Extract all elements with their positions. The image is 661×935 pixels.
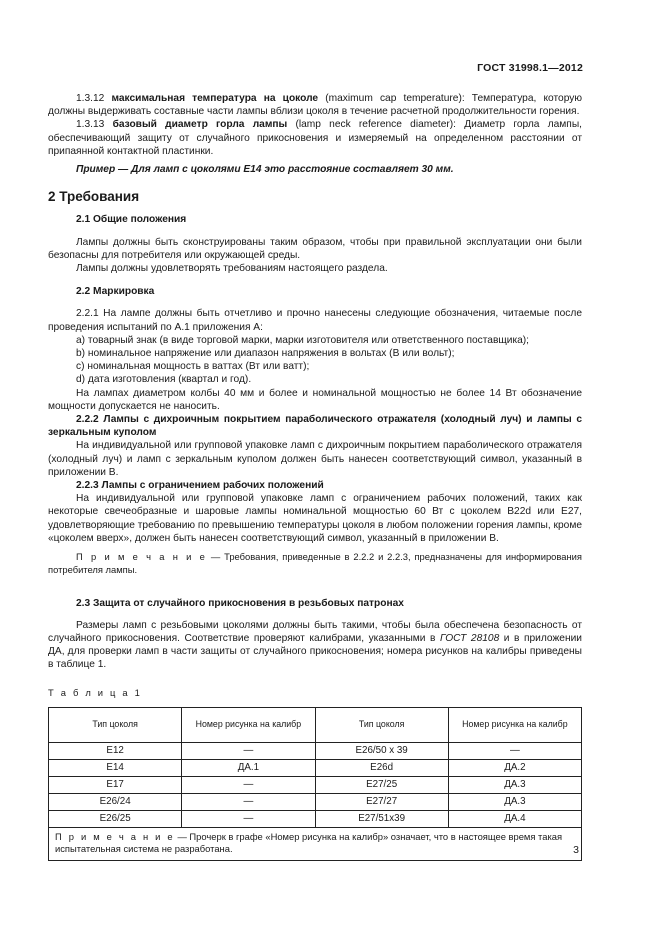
- note: П р и м е ч а н и е — Требования, приведенные в 2.2.2 и 2.2.3, предназначены для информирования потребителя лампы.: [48, 551, 582, 576]
- table-cell: ДА.4: [448, 810, 581, 827]
- table-cell: Е12: [49, 742, 182, 759]
- table-cell: —: [182, 742, 315, 759]
- list-item: b) номинальное напряжение или диапазон напряжения в вольтах (В или вольт);: [76, 348, 455, 360]
- table-cell: Е27/51x39: [315, 810, 448, 827]
- document-body: [48, 92, 582, 861]
- clause-2-2-1: 2.2.1 На лампе должны быть отчетливо и прочно нанесены следующие обозначения, читаемые после проведения испытаний по А.1 приложения А:: [48, 308, 582, 333]
- term-bold: базовый диаметр горла лампы: [112, 119, 288, 131]
- table-row: [49, 776, 582, 793]
- clause-2-2-2-title: 2.2.2 Лампы с дихроичным покрытием параболического отражателя (холодный луч) и лампы с зеркальным куполом: [48, 414, 582, 439]
- table-1: [48, 707, 582, 861]
- section-2-3-title: 2.3 Защита от случайного прикосновения в резьбовых патронах: [76, 597, 404, 609]
- paragraph: Лампы должны быть сконструированы таким образом, чтобы при правильной эксплуатации они были безопасны для потребителя или окружающей среды.: [48, 236, 582, 261]
- paragraph: На индивидуальной или групповой упаковке ламп с дихроичным покрытием параболического отражателя (холодный луч) и ламп с зеркальным куполом должен быть нанесен соответствующий символ, указанный в приложении В.: [48, 440, 582, 478]
- table-cell: Е27/25: [315, 776, 448, 793]
- clause-1-3-12: 1.3.12 максимальная температура на цоколе (maximum cap temperature): Температура, которую должны выдерживать составные части лампы вблизи цоколя в течение расчетной продолжительности горения.: [48, 93, 582, 118]
- paragraph: Размеры ламп с резьбовыми цоколями должны быть такими, чтобы была обеспечена безопасность от случайного прикосновения. Соответствие проверяют калибрами, указанными в ГОСТ 28108 и в приложении ДА, для проверки ламп в части защиты от случайного прикосновения; номера рисунков на калибры приведены в таблице 1.: [48, 619, 582, 671]
- table-row: [49, 810, 582, 827]
- table-row: [49, 793, 582, 810]
- table-cell: Е17: [49, 776, 182, 793]
- table-cell: —: [182, 810, 315, 827]
- term-bold: максимальная температура на цоколе: [111, 93, 319, 104]
- table-cell: ДА.2: [448, 759, 581, 776]
- table-row: [49, 759, 582, 776]
- table-row: [49, 742, 582, 759]
- section-2-2-title: 2.2 Маркировка: [76, 286, 155, 298]
- table-header-row: [49, 707, 582, 742]
- clause-2-2-3-title: 2.2.3 Лампы с ограничением рабочих положений: [76, 480, 324, 492]
- table-cell: Е27/27: [315, 793, 448, 810]
- list-item: d) дата изготовления (квартал и год).: [76, 374, 252, 386]
- table-cell: ДА.3: [448, 776, 581, 793]
- table-cell: ДА.3: [448, 793, 581, 810]
- table-cell: —: [182, 793, 315, 810]
- section-2-title: 2 Требования: [48, 189, 140, 205]
- column-header: Тип цоколя: [315, 707, 448, 742]
- table-note-row: [49, 827, 582, 860]
- table-cell: Е14: [49, 759, 182, 776]
- paragraph: На индивидуальной или групповой упаковке ламп с ограничением рабочих положений, таких как некоторые свечеобразные и шаровые лампы номинальной мощностью 60 Вт с цоколем В22d или Е27, удовлетворяющие требованию по превышению температуры цоколя в любом положении горения лампы, кроме «цоколем вверх», должен быть нанесен соответствующий символ, указанный в приложении В.: [48, 493, 582, 544]
- list-item: c) номинальная мощность в ваттах (Вт или ватт);: [76, 361, 310, 373]
- table-label: Т а б л и ц а 1: [48, 686, 143, 698]
- table-cell: —: [182, 776, 315, 793]
- gost-reference: ГОСТ 28108: [440, 632, 500, 644]
- table-cell: —: [448, 742, 581, 759]
- table-cell: Е26/24: [49, 793, 182, 810]
- example-text: Пример — Для ламп с цоколями Е14 это расстояние составляет 30 мм.: [76, 164, 454, 176]
- table-cell: Е26d: [315, 759, 448, 776]
- paragraph: На лампах диаметром колбы 40 мм и более и номинальной мощностью не более 14 Вт обозначение мощности допускается не наносить.: [48, 387, 582, 412]
- table-note: П р и м е ч а н и е — Прочерк в графе «Номер рисунка на калибр» означает, что в настоящее время такая испытательная система не разработана.: [49, 827, 582, 860]
- table-cell: Е26/25: [49, 810, 182, 827]
- table-cell: Е26/50 x 39: [315, 742, 448, 759]
- column-header: Номер рисунка на калибр: [182, 707, 315, 742]
- clause-1-3-13: 1.3.13 базовый диаметр горла лампы (lamp neck reference diameter): Диаметр горла лампы, обеспечивающий защиту от случайного прикосновения и измеряемый на определенном расстоянии от припаянной контактной пластинки.: [48, 119, 582, 157]
- page-number: 3: [573, 844, 579, 856]
- paragraph: Лампы должны удовлетворять требованиям настоящего раздела.: [76, 263, 388, 275]
- column-header: Тип цоколя: [49, 707, 182, 742]
- section-2-1-title: 2.1 Общие положения: [76, 214, 187, 226]
- column-header: Номер рисунка на калибр: [448, 707, 581, 742]
- list-item: a) товарный знак (в виде торговой марки, марки изготовителя или ответственного поставщика);: [76, 334, 530, 346]
- table-cell: ДА.1: [182, 759, 315, 776]
- standard-header: ГОСТ 31998.1—2012: [477, 62, 583, 74]
